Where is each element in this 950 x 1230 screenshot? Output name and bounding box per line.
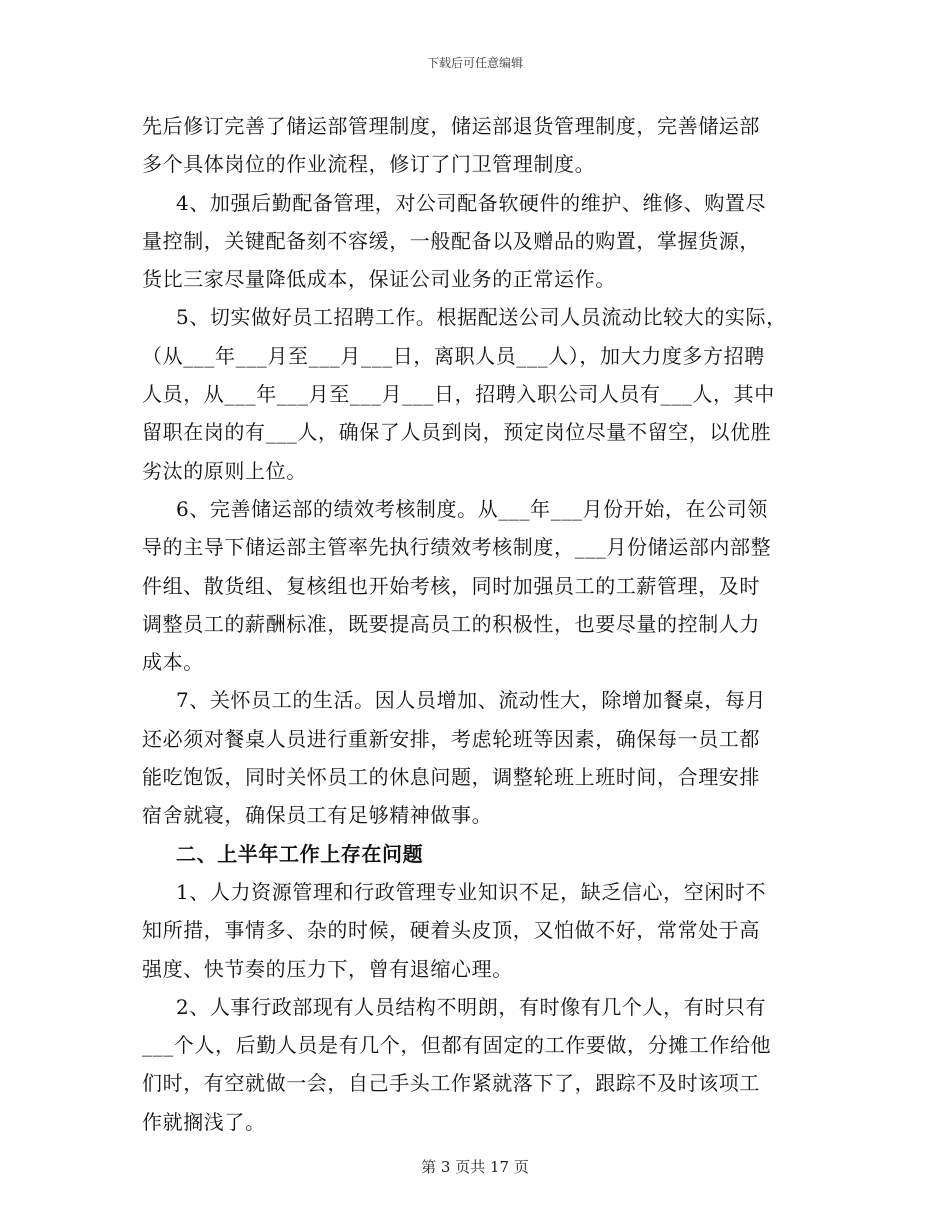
- text-line: 留职在岗的有___人，确保了人员到岗，预定岗位尽量不留空，以优胜: [142, 420, 772, 445]
- text-line: 能吃饱饭，同时关怀员工的休息问题，调整轮班上班时间，合理安排: [142, 765, 760, 790]
- text-line: 件组、散货组、复核组也开始考核，同时加强员工的工薪管理，及时: [142, 573, 760, 598]
- text-line: 宿舍就寝，确保员工有足够精神做事。: [142, 803, 493, 828]
- text-line: 人员，从___年___月至___月___日，招聘入职公司人员有___人，其中: [142, 382, 775, 407]
- text-line: 劣汰的原则上位。: [142, 458, 307, 483]
- text-line: 知所措，事情多、杂的时候，硬着头皮顶，又怕做不好，常常处于高: [142, 918, 760, 943]
- text-line: 作就搁浅了。: [142, 1109, 266, 1134]
- paragraph-start-line: 7、关怀员工的生活。因人员增加、流动性大，除增加餐桌，每月: [176, 688, 767, 713]
- text-line: 们时，有空就做一会，自己手头工作紧就落下了，跟踪不及时该项工: [142, 1071, 760, 1096]
- paragraph-start-line: 4、加强后勤配备管理，对公司配备软硬件的维护、维修、购置尽: [176, 190, 767, 215]
- text-line: 多个具体岗位的作业流程，修订了门卫管理制度。: [142, 152, 596, 177]
- text-line: 强度、快节奏的压力下，曾有退缩心理。: [142, 956, 513, 981]
- text-line: 还必须对餐桌人员进行重新安排，考虑轮班等因素，确保每一员工都: [142, 726, 760, 751]
- page-number: 第 3 页共 17 页: [421, 1158, 529, 1176]
- paragraph-start-line: 6、完善储运部的绩效考核制度。从___年___月份开始，在公司领: [176, 496, 768, 521]
- document-body: [142, 107, 822, 1141]
- text-line: （从___年___月至___月___日，离职人员___人），加大力度多方招聘: [142, 343, 765, 368]
- paragraph-start-line: 1、人力资源管理和行政管理专业知识不足，缺乏信心，空闲时不: [176, 879, 767, 904]
- section-heading: 二、上半年工作上存在问题: [176, 841, 424, 866]
- paragraph-start-line: 2、人事行政部现有人员结构不明朗，有时像有几个人，有时只有: [176, 994, 767, 1019]
- page-header: 下载后可任意编辑: [426, 56, 523, 70]
- text-line: 量控制，关键配备刻不容缓，一般配备以及赠品的购置，掌握货源，: [142, 228, 760, 253]
- text-line: 成本。: [142, 650, 204, 675]
- text-line: ___个人，后勤人员是有几个，但都有固定的工作要做，分摊工作给他: [142, 1033, 772, 1058]
- text-line: 先后修订完善了储运部管理制度，储运部退货管理制度，完善储运部: [142, 114, 760, 138]
- text-line: 货比三家尽量降低成本，保证公司业务的正常运作。: [142, 267, 616, 292]
- paragraph-start-line: 5、切实做好员工招聘工作。根据配送公司人员流动比较大的实际，: [176, 305, 787, 330]
- text-line: 调整员工的薪酬标准，既要提高员工的积极性，也要尽量的控制人力: [142, 611, 760, 636]
- text-line: 导的主导下储运部主管率先执行绩效考核制度，___月份储运部内部整: [142, 535, 772, 560]
